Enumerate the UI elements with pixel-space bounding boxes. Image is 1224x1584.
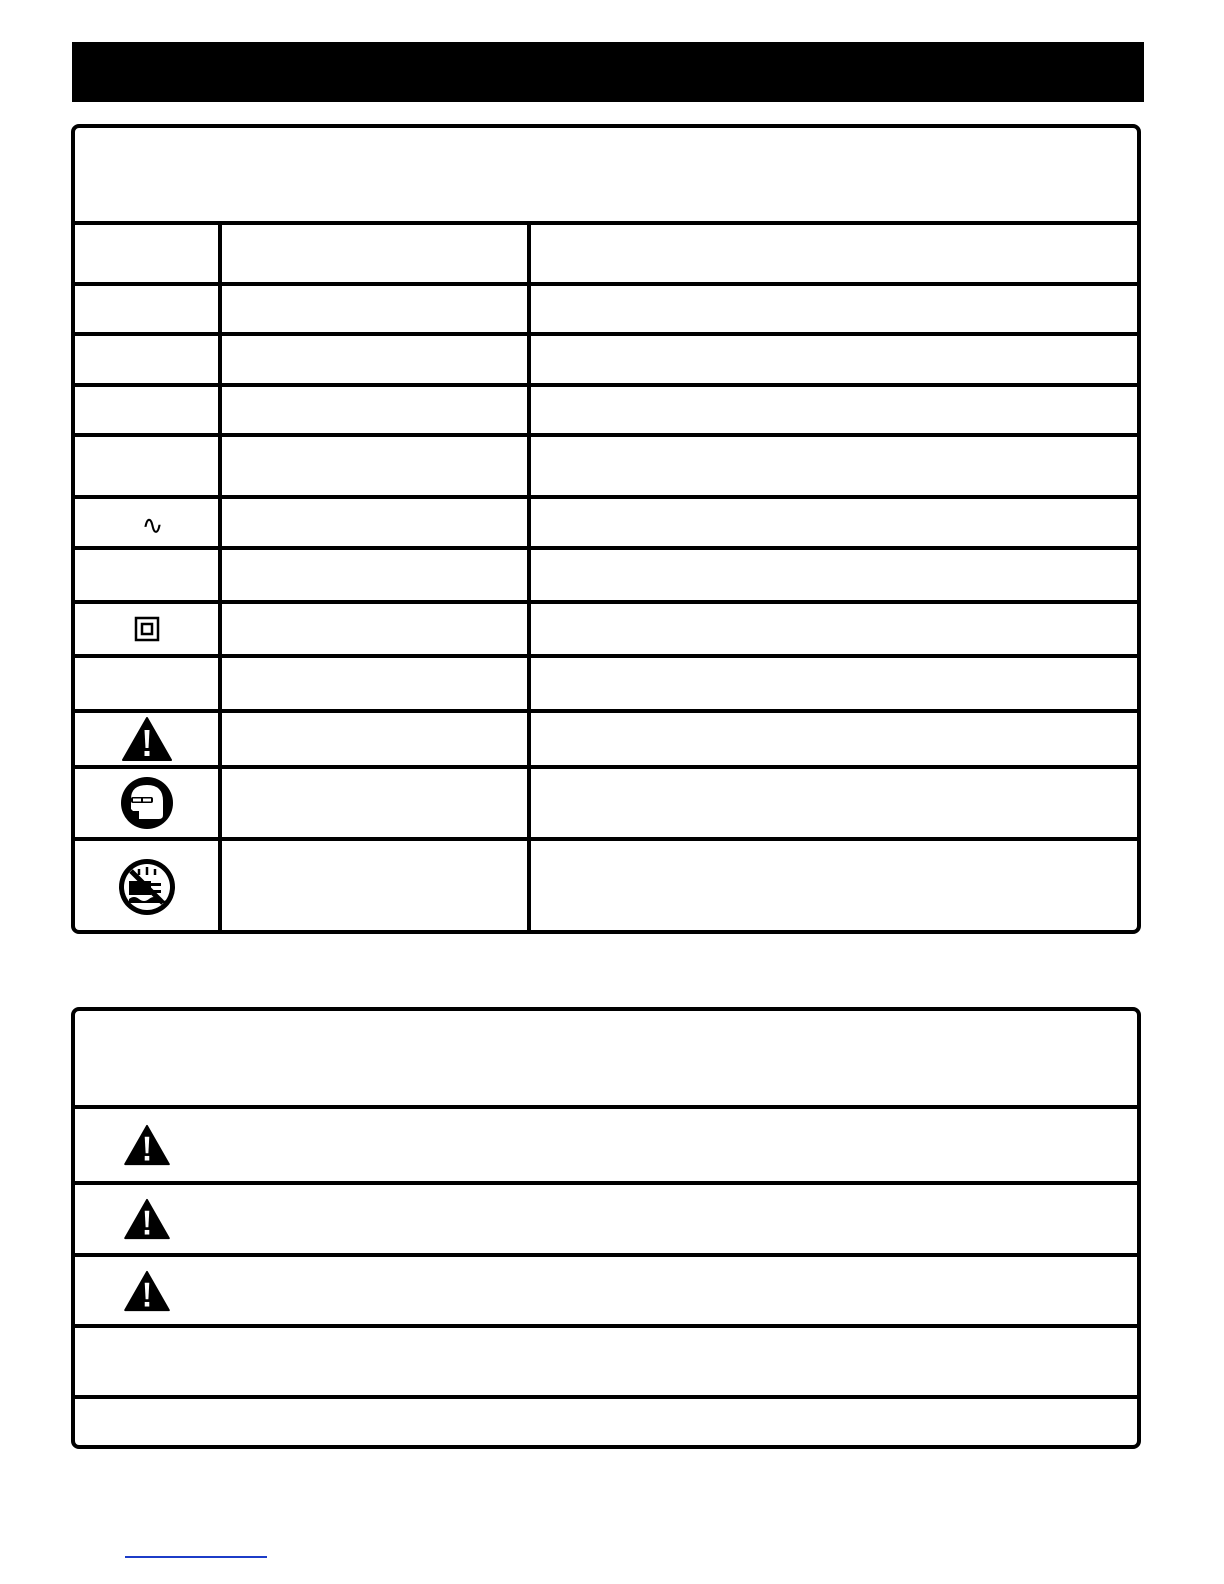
symbol-cell [75,284,220,334]
symbol-cell [75,711,220,767]
symbol-row [75,711,1137,767]
signal-icon-cell [75,1109,218,1181]
eye-protection-icon [119,775,175,831]
warning-triangle-icon [123,1270,171,1312]
header-name-cell [220,225,529,284]
signal-row [75,1181,1137,1253]
symbol-name-cell [220,435,529,497]
symbol-name-cell [220,497,529,548]
symbol-cell [75,839,220,933]
warning-triangle-icon [123,1124,171,1166]
header-meaning-cell [529,225,1137,284]
symbol-meaning-cell [529,334,1137,385]
symbol-cell [75,385,220,435]
symbol-name-cell [220,284,529,334]
signal-words-panel [71,1007,1141,1449]
warning-triangle-icon [123,1198,171,1240]
header-symbol-cell [75,225,220,284]
safety-alert-icon [121,716,173,762]
signal-icon-cell [75,1185,218,1253]
page-header-bar [72,42,1144,102]
symbol-meaning-cell [529,839,1137,933]
symbol-cell [75,497,220,548]
symbol-row [75,839,1137,933]
symbol-row [75,497,1137,548]
symbols-table [75,225,1137,933]
symbols-panel [71,124,1141,934]
symbol-meaning-cell [529,711,1137,767]
wet-conditions-alert-icon [117,857,177,917]
symbol-row [75,656,1137,711]
symbol-meaning-cell [529,435,1137,497]
symbol-meaning-cell [529,385,1137,435]
alternating-current-icon: ∿ [141,510,164,540]
symbol-cell [75,656,220,711]
signal-icon-cell [75,1257,218,1324]
symbol-name-cell [220,839,529,933]
symbol-row [75,767,1137,839]
symbol-row [75,385,1137,435]
symbol-meaning-cell [529,767,1137,839]
symbols-table-header-row [75,225,1137,284]
signal-row [75,1253,1137,1324]
symbol-meaning-cell [529,602,1137,656]
symbol-meaning-cell [529,548,1137,602]
symbol-name-cell [220,548,529,602]
signal-row [75,1109,1137,1181]
symbol-cell [75,548,220,602]
symbol-row [75,602,1137,656]
symbol-row [75,284,1137,334]
symbol-name-cell [220,385,529,435]
symbol-row [75,548,1137,602]
signal-row [75,1395,1137,1445]
symbol-row [75,435,1137,497]
symbol-name-cell [220,334,529,385]
symbol-meaning-cell [529,656,1137,711]
symbol-name-cell [220,602,529,656]
symbols-panel-title [75,128,1137,225]
footer-link-underline[interactable] [125,1556,267,1558]
symbol-row [75,334,1137,385]
symbol-name-cell [220,767,529,839]
symbol-name-cell [220,711,529,767]
symbol-cell [75,334,220,385]
signal-row [75,1324,1137,1395]
symbol-cell [75,767,220,839]
symbol-cell [75,602,220,656]
symbol-meaning-cell [529,497,1137,548]
signal-words-panel-title [75,1011,1137,1109]
symbol-cell [75,435,220,497]
symbol-meaning-cell [529,284,1137,334]
symbol-name-cell [220,656,529,711]
double-insulation-icon [134,616,160,642]
